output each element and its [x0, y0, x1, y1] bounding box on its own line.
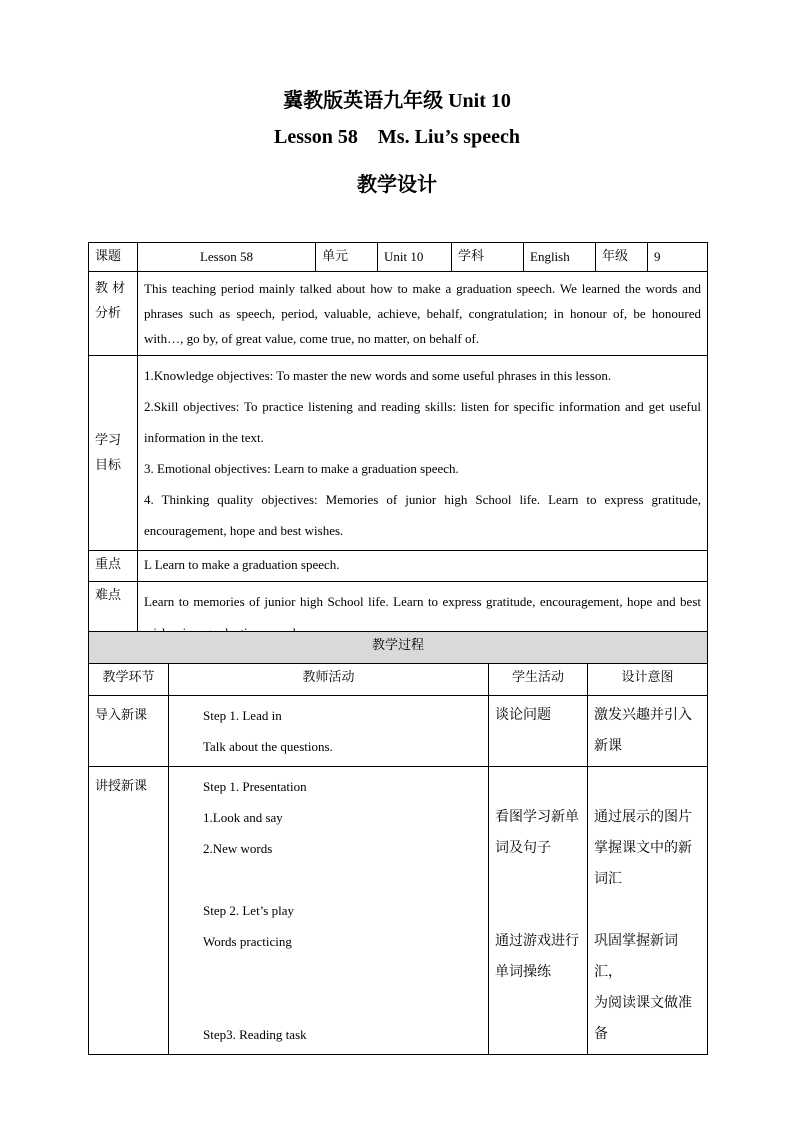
intent-line: 通过展示的图片 — [594, 809, 692, 825]
teacher-step: Step 1. Presentation — [203, 779, 307, 794]
unit-value: Unit 10 — [378, 243, 452, 272]
intent-line: 词汇 — [594, 871, 622, 887]
material-label: 教 材 分析 — [89, 271, 138, 355]
student-activity: 词及句子 — [495, 840, 551, 856]
intent-line: 巩固掌握新词汇， — [594, 933, 678, 980]
intent-line: 新课 — [594, 738, 622, 754]
intent-line: 掌握课文中的新 — [594, 840, 692, 856]
student-activity: 通过游戏进行 — [495, 933, 579, 949]
teacher-step — [203, 864, 482, 895]
student-cell — [489, 767, 588, 1055]
student-activity — [495, 864, 581, 895]
student-activity: 谈论问题 — [495, 707, 551, 723]
lesson-info-table — [88, 242, 708, 653]
unit-label: 单元 — [316, 243, 378, 272]
teacher-step: Step3. Reading task — [203, 1027, 307, 1042]
teacher-step: 1.Look and say — [203, 810, 283, 825]
intent-line: 为阅读课文做准 — [594, 995, 692, 1011]
teacher-step: Talk about the questions. — [203, 739, 333, 754]
intent-line — [594, 895, 701, 926]
subject-label: 学科 — [452, 243, 524, 272]
header-intent: 设计意图 — [588, 664, 708, 696]
objectives-list — [138, 355, 708, 550]
teacher-step: 2.New words — [203, 841, 273, 856]
material-text: This teaching period mainly talked about how to make a graduation speech. We learned the words and phrases such as speech, period, valuable, achieve, behalf, congratulation; in honour of, be honoured with…, go by, of great value, come true, no matter, on behalf of. — [138, 271, 708, 355]
objective-item: 1.Knowledge objectives: To master the new words and some useful phrases in this lesson. — [144, 367, 612, 383]
header-teacher: 教师活动 — [169, 664, 489, 696]
key-point-label: 重点 — [89, 550, 138, 581]
student-activity — [495, 771, 581, 802]
teacher-step: Words practicing — [203, 934, 292, 949]
intent-line: 备 — [594, 1026, 608, 1042]
process-banner: 教学过程 — [89, 632, 708, 664]
student-activity — [495, 895, 581, 926]
student-activity: 看图学习新单 — [495, 809, 579, 825]
table-row — [89, 696, 708, 767]
topic-label: 课题 — [89, 243, 138, 272]
stage-cell: 导入新课 — [89, 696, 169, 767]
doc-subtitle: 教学设计 — [357, 172, 437, 196]
header-student: 学生活动 — [489, 664, 588, 696]
teacher-cell — [169, 767, 489, 1055]
stage-cell: 讲授新课 — [89, 767, 169, 1055]
teacher-step — [203, 957, 482, 988]
student-activity: 单词操练 — [495, 964, 551, 980]
grade-value: 9 — [648, 243, 708, 272]
intent-line: 激发兴趣并引入 — [594, 707, 692, 723]
intent-cell — [588, 696, 708, 767]
header-stage: 教学环节 — [89, 664, 169, 696]
teacher-step: Step 1. Lead in — [203, 708, 282, 723]
intent-cell — [588, 767, 708, 1055]
lesson-title: Lesson 58 Ms. Liu’s speech — [274, 126, 520, 148]
doc-title: 冀教版英语九年级 Unit 10 — [283, 90, 511, 112]
teacher-cell — [169, 696, 489, 767]
key-point-text: L Learn to make a graduation speech. — [138, 550, 708, 581]
objective-item: 2.Skill objectives: To practice listening and reading skills: listen for specific information and get useful information in the text. — [144, 398, 701, 445]
difficulty-text: Learn to memories of junior high School life. Learn to express gratitude, encouragement, hope and best — [138, 581, 708, 652]
teacher-step — [203, 988, 482, 1019]
student-cell — [489, 696, 588, 767]
teaching-process-table — [88, 631, 708, 1055]
objectives-label: 学习 目标 — [89, 355, 138, 550]
difficulty-label: 难点 — [89, 581, 138, 652]
teacher-step: Step 2. Let’s play — [203, 903, 294, 918]
objective-item: 3. Emotional objectives: Learn to make a graduation speech. — [144, 460, 459, 476]
topic-value: Lesson 58 — [138, 243, 316, 272]
objective-item: 4. Thinking quality objectives: Memories of junior high School life. Learn to express gratitude, encouragement, hope and best wishes. — [144, 491, 701, 538]
table-row — [89, 767, 708, 1055]
grade-label: 年级 — [596, 243, 648, 272]
subject-value: English — [524, 243, 596, 272]
intent-line — [594, 771, 701, 802]
